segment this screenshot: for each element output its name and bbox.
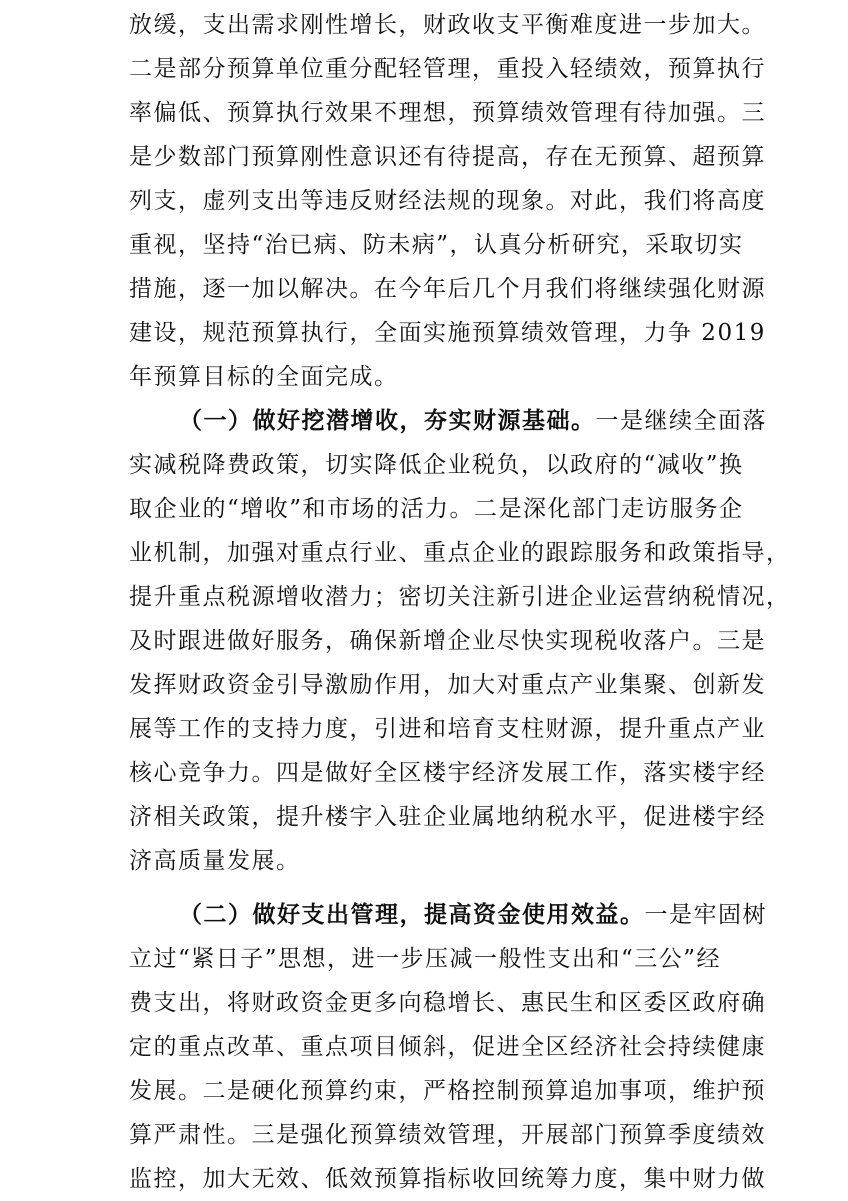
text-line: [129, 47, 766, 91]
line-text: 及时跟进做好服务，确保新增企业尽快实现税收落户。三是: [129, 628, 766, 654]
text-line: [129, 487, 744, 531]
line-text: 列支，虚列支出等违反财经法规的现象。对此，我们将高度: [129, 188, 766, 214]
line-text: 提升重点税源增收潜力；密切关注新引进企业运营纳税情况，: [129, 584, 791, 610]
text-line: [129, 575, 791, 619]
line-text: 核心竞争力。四是做好全区楼宇经济发展工作，落实楼宇经: [129, 760, 766, 786]
section-heading-line: [179, 399, 767, 443]
line-text: 重视，坚持“治已病、防未病”，认真分析研究，采取切实: [129, 232, 744, 258]
line-text: 一是继续全面落: [595, 408, 767, 434]
text-line: [129, 619, 766, 663]
text-line: [129, 751, 766, 795]
text-line: [129, 3, 766, 47]
text-line: [129, 663, 766, 707]
line-text: 费支出，将财政资金更多向稳增长、惠民生和区委区政府确: [129, 990, 766, 1016]
line-text: 济高质量发展。: [129, 848, 301, 874]
line-text: 年预算目标的全面完成。: [129, 364, 399, 390]
section-heading: （一）做好挖潜增收，夯实财源基础。: [179, 407, 596, 434]
text-line: [129, 839, 301, 883]
text-line: [129, 223, 744, 267]
line-text: 二是部分预算单位重分配轻管理，重投入轻绩效，预算执行: [129, 56, 766, 82]
text-line: [129, 91, 766, 135]
line-text: 实减税降费政策，切实降低企业税负，以政府的“减收”换: [129, 452, 744, 478]
line-text: 算严肃性。三是强化预算绩效管理，开展部门预算季度绩效: [129, 1122, 766, 1148]
text-line: [129, 179, 766, 223]
text-line: [129, 311, 766, 355]
line-text: 建设，规范预算执行，全面实施预算绩效管理，力争 2019: [129, 320, 766, 346]
section-heading-line: [179, 893, 767, 937]
line-text: 立过“紧日子”思想，进一步压减一般性支出和“三公”经: [129, 946, 722, 972]
line-text: 展等工作的支持力度，引进和培育支柱财源，提升重点产业: [129, 716, 766, 742]
text-line: [129, 937, 721, 981]
text-line: [129, 443, 744, 487]
line-text: 率偏低、预算执行效果不理想，预算绩效管理有待加强。三: [129, 100, 766, 126]
line-text: 发挥财政资金引导激励作用，加大对重点产业集聚、创新发: [129, 672, 766, 698]
text-line: [129, 1157, 766, 1201]
text-line: [129, 981, 766, 1025]
line-text: 定的重点改革、重点项目倾斜，促进全区经济社会持续健康: [129, 1034, 766, 1060]
text-line: [129, 795, 766, 839]
text-line: [129, 531, 791, 575]
text-line: [129, 1069, 766, 1113]
text-line: [129, 355, 399, 399]
text-line: [129, 1025, 766, 1069]
line-text: 是少数部门预算刚性意识还有待提高，存在无预算、超预算: [129, 144, 766, 170]
line-text: 济相关政策，提升楼宇入驻企业属地纳税水平，促进楼宇经: [129, 804, 766, 830]
line-text: 一是牢固树: [644, 902, 767, 928]
line-text: 取企业的“增收”和市场的活力。二是深化部门走访服务企: [129, 496, 744, 522]
line-text: 放缓，支出需求刚性增长，财政收支平衡难度进一步加大。: [129, 12, 766, 38]
text-line: [129, 1113, 766, 1157]
text-line: [129, 267, 766, 311]
line-text: 监控，加大无效、低效预算指标收回统筹力度，集中财力做: [129, 1166, 766, 1192]
line-text: 发展。二是硬化预算约束，严格控制预算追加事项，维护预: [129, 1078, 766, 1104]
text-line: [129, 707, 766, 751]
text-line: [129, 135, 766, 179]
line-text: 措施，逐一加以解决。在今年后几个月我们将继续强化财源: [129, 276, 766, 302]
section-heading: （二）做好支出管理，提高资金使用效益。: [179, 901, 645, 928]
line-text: 业机制，加强对重点行业、重点企业的跟踪服务和政策指导，: [129, 540, 791, 566]
